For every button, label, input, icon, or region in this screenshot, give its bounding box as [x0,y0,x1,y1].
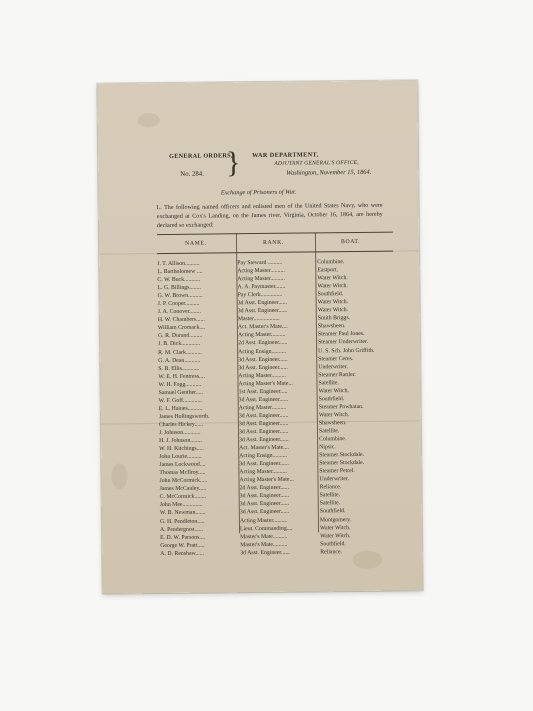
cell-name: George W. Pratt..... [160,542,205,549]
cell-rank: 3d Asst. Engineer...... [239,509,290,516]
header-rank: RANK. [262,239,284,246]
cell-name: W. E. H. Fentress.... [158,373,205,380]
cell-name: G. A. Dean........... [158,357,201,364]
cell-boat: Southfield. [320,540,346,548]
cell-name: Samuel Genther..... [158,389,204,396]
cell-name: R. M. Clark........... [158,349,202,356]
table-body [157,252,396,558]
cell-name: H. J. Johnson........ [159,437,202,445]
cell-rank: 3d Asst. Engineer...... [239,460,289,468]
cell-rank: Master's Mate.......... [240,533,288,540]
age-spot [111,463,127,489]
cell-name: E. D. W. Parsons.... [160,534,206,541]
document-header [97,80,418,193]
cell-boat: Water Witch. [317,283,348,290]
cell-rank: 2d Asst. Engineer...... [238,340,288,347]
cell-name: J. A. Conover........ [157,308,201,316]
cell-boat: Steamer Paul Jones. [317,331,365,338]
cell-boat: Shawsheen. [317,323,346,330]
cell-name: James McCauley..... [159,485,207,493]
header-name: NAME. [184,240,207,247]
cell-name: A. D. Renshaw...... [160,550,205,557]
cell-rank: Pay Steward .......... [237,259,283,267]
cell-rank: Master.................. [237,316,280,323]
cell-rank: Pay Clerk............... [237,291,283,299]
cell-rank: Acting Master.......... [239,517,288,524]
cell-boat: Steamer Rattler. [318,371,356,379]
cell-name: C. McCormick........ [159,493,207,501]
cell-name: W. H. Kitchings..... [159,445,204,453]
cell-boat: Water Witch. [319,524,351,531]
cell-boat: U. S. Sch. John Griffith. [318,347,375,354]
cell-boat: Satellite. [319,500,341,507]
cell-rank: Acting Master.......... [238,372,286,379]
cell-rank: Lieut. Commanding.... [239,525,293,532]
cell-boat: Water Witch. [317,307,349,314]
cell-name: C. W. Buck........... [157,276,201,284]
cell-boat: Shawsheen. [318,420,347,427]
cell-rank: Master's Mate.......... [240,541,288,548]
cell-rank: 3d Asst. Engineer...... [237,307,288,315]
cell-rank: 3d Asst. Engineer...... [240,549,290,556]
cell-boat: Water Witch. [317,299,349,306]
cell-rank: Acting Master.......... [239,468,287,476]
cell-boat: Satellite. [318,379,339,387]
order-heading: Exchange of Prisoners of War. [220,188,297,197]
cell-boat: Underwriter. [318,363,348,371]
cell-boat: Water Witch. [317,275,348,282]
cell-name: William Cromack.... [157,324,206,332]
cell-boat: Columbine. [319,436,347,443]
cell-name: John Lourie.......... [159,453,202,461]
cell-rank: A. A. Paymaster....... [237,283,286,291]
cell-name: J. T. Allison.......... [157,260,200,268]
cell-boat: Reliance. [320,548,343,556]
cell-name: W. F. Goff............. [158,397,202,404]
cell-rank: 3d Asst. Engineer...... [238,364,288,371]
cell-rank: Act. Master's Mate.... [237,324,288,331]
cell-name: J. P. Cooper.......... [157,300,200,308]
cell-rank: Act. Master's Mate.... [239,444,290,452]
cell-rank: Acting Master.......... [237,332,286,339]
department-title: WAR DEPARTMENT, [252,151,319,160]
cell-name: John Mee.............. [159,502,203,509]
cell-name: John McCormick..... [159,477,208,485]
cell-boat: Southfield. [318,395,345,403]
cell-rank: 3d Asst. Engineer...... [239,493,290,500]
cell-boat: Smith Briggs. [317,315,351,322]
cell-name: Charles Hickey...... [158,421,204,429]
cell-rank: 3d Asst. Engineer...... [239,436,289,444]
cell-name: Thomas McIlroy..... [159,469,206,477]
cell-rank: Acting Master's Mate... [239,476,294,484]
cell-name: S. B. Ellis............ [158,365,200,372]
cell-boat: Southfield. [317,291,344,298]
cell-rank: Acting Ensign.......... [239,452,288,460]
cell-rank: Acting Master.......... [237,267,285,275]
cell-name: G. W. Brown.......... [157,292,203,300]
cell-name: H. W. Chambers...... [157,316,205,324]
cell-boat: Water Witch. [318,387,350,395]
cell-boat: Steamer Ceres. [318,355,354,362]
cell-rank: 3d Asst. Engineer...... [238,396,289,404]
cell-rank: Acting Master.......... [237,275,285,283]
cell-rank: 2d Asst. Engineer...... [239,485,290,492]
cell-name: James Lockwood.... [159,461,206,469]
cell-rank: Acting Ensign.......... [238,348,287,355]
cell-boat: Nipsic. [319,444,336,451]
exchange-table [157,232,396,558]
cell-rank: 3d Asst. Engineer...... [239,501,290,508]
order-paragraph: I.. The following named officers and enlisted men of the United States Navy, who were exchanged at Cox's Landing, on the James river, Virginia, October 16, 1864, are hereby declared so exchanged: [156,202,383,230]
order-number: No. 284. [180,170,204,178]
cell-name: A. Pendergrast...... [159,526,204,533]
cell-name: James Hollingsworth. [158,413,210,420]
cell-boat: Eastport. [317,267,339,274]
cell-name: J. B. Dick............. [158,341,201,348]
cell-boat: Steamer Stockdale. [319,460,365,467]
place-date: Washington, November 15, 1864. [286,168,372,177]
cell-rank: Acting Master.......... [238,404,287,412]
cell-boat: Steamer Powhatan. [318,403,364,411]
brace-glyph: } [226,146,241,180]
cell-boat: Steamer Petrel. [319,468,355,475]
cell-boat: Underwriter. [319,476,349,483]
cell-rank: 3d Asst. Engineer...... [237,299,288,307]
cell-rank: 1st Asst. Engineer..... [238,388,288,395]
cell-rank: 3d Asst. Engineer...... [238,412,289,420]
cell-name: W. B. Newman....... [159,510,206,517]
office-title: ADJUTANT GENERAL'S OFFICE, [274,159,359,167]
table-header [157,233,393,253]
cell-name: E. L. Haines.......... [158,405,203,412]
cell-boat: Steamer Stockdale. [319,452,365,459]
cell-boat: Steamer Underwriter. [318,339,368,346]
cell-name: G. R. Durand......... [157,333,203,340]
cell-boat: Satellite. [319,492,341,499]
document-page [97,80,422,593]
cell-boat: Montgomery. [319,516,352,523]
cell-boat: Water Witch. [320,532,351,539]
cell-rank: 3d Asst. Engineer...... [238,356,288,363]
cell-name: G. H. Pendleton..... [159,518,205,525]
cell-rank: 3d Asst. Engineer...... [238,420,289,428]
cell-rank: Acting Master's Mate... [238,380,293,387]
cell-boat: Southfield. [319,508,346,515]
cell-boat: Water Witch. [318,411,350,419]
cell-name: W. H. Fogg........... [158,381,202,388]
header-boat: BOAT. [340,238,361,246]
cell-name: L. G. Billings........ [157,284,201,292]
cell-name: J. Johnson............ [158,429,201,437]
cell-boat: Satellite. [318,428,340,435]
cell-rank: 3d Asst. Engineer...... [238,428,289,436]
general-orders-label: GENERAL ORDERS, [169,152,233,160]
cell-boat: Reliance. [319,484,342,491]
cell-name: L. Bartholomew .... [157,268,203,276]
cell-boat: Columbine. [317,259,345,266]
